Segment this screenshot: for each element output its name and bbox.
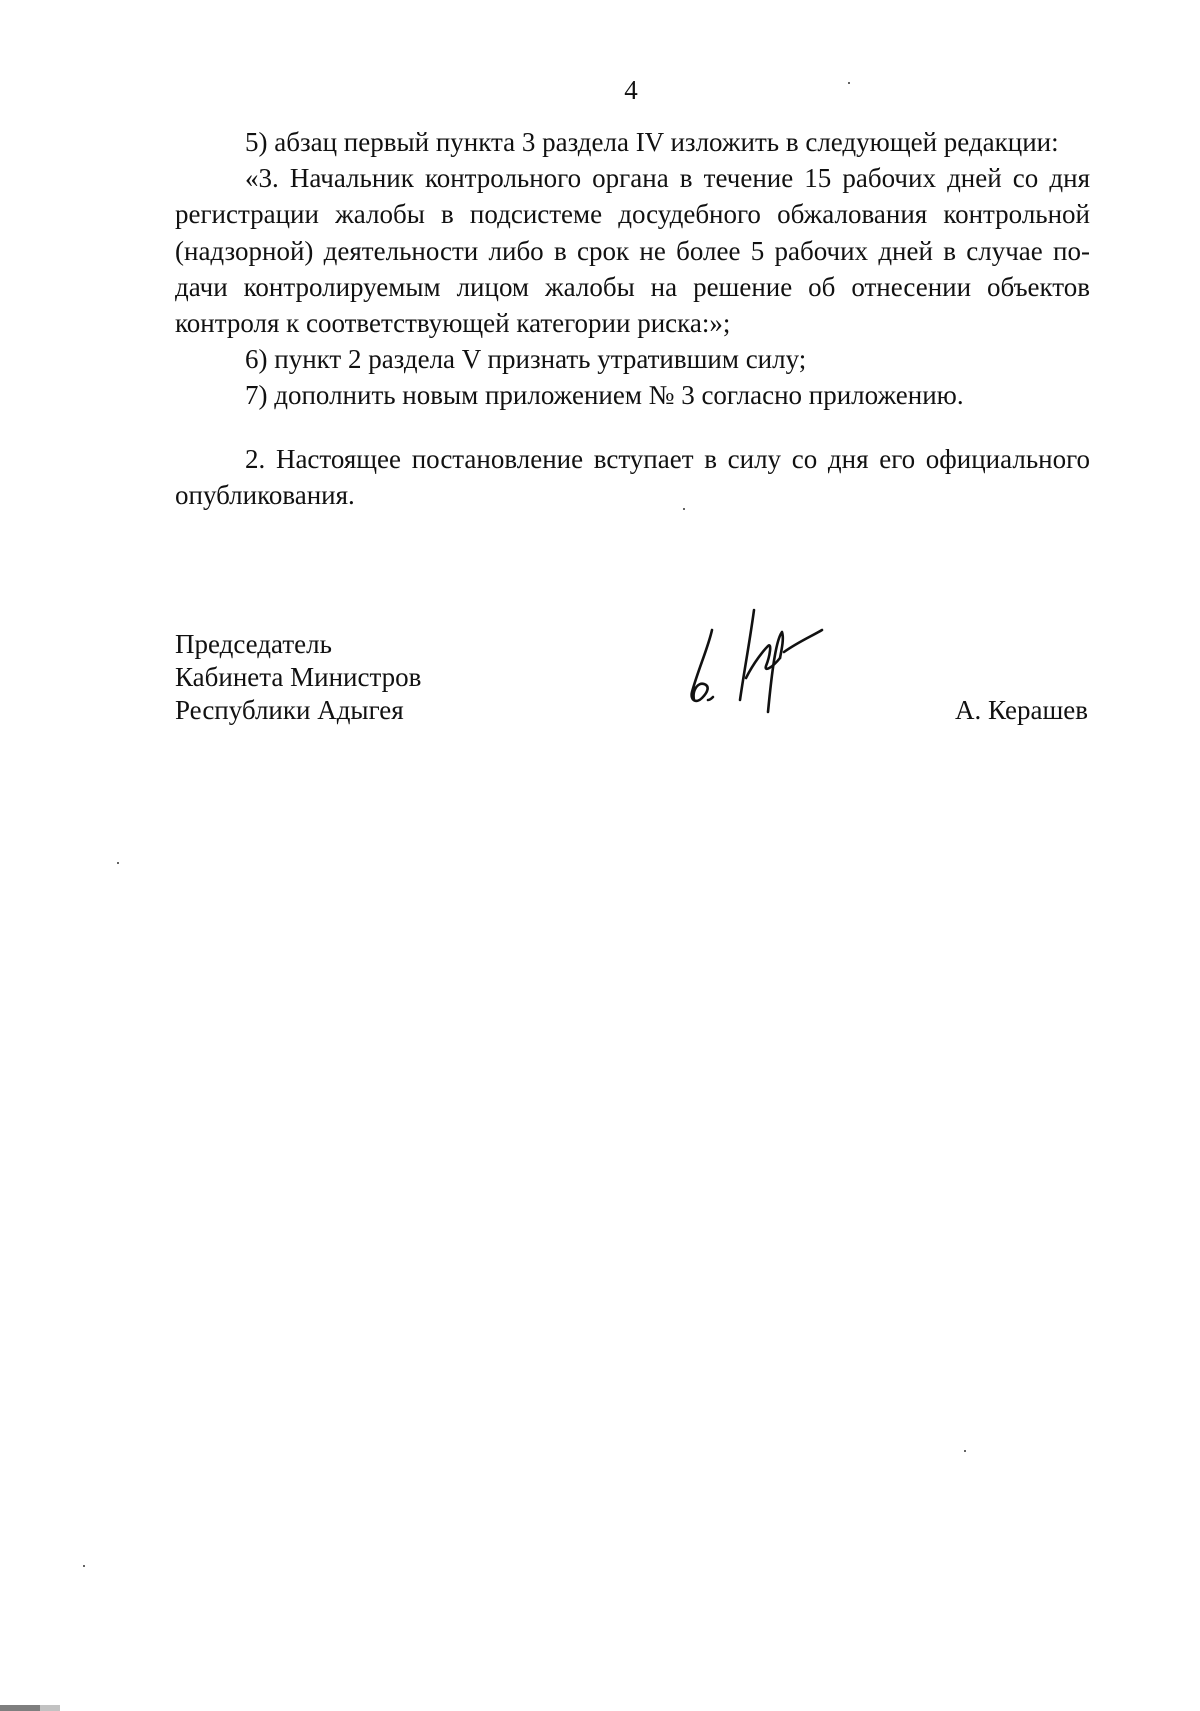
scan-speck: [964, 1450, 966, 1452]
amendment-paragraph-7: 7) дополнить новым приложением № 3 согласно приложению.: [245, 380, 964, 411]
signatory-title-line: Республики Адыгея: [175, 695, 404, 725]
signer-name: А. Керашев: [955, 695, 1088, 725]
page-number: 4: [624, 75, 638, 105]
signatory-title: [175, 628, 421, 727]
signatory-title-line: Председатель: [175, 629, 332, 659]
amendment-quote-paragraph: «3. Начальник контрольного органа в течение 15 рабочих дней со дня регистрации жалобы в подсистеме досудебного обжалования контрольной (надзорной) деятельности либо в срок не более 5 рабочих дней в случае подачи контролируемым лицом жалобы на решение об отнесении объектов контроля к соответствующей категории риска:»;: [175, 163, 1090, 339]
effective-date-paragraph: 2. Настоящее постановление вступает в силу со дня его официального опубликования.: [175, 443, 1090, 510]
scan-speck: [117, 862, 119, 864]
signatory-title-line: Кабинета Министров: [175, 662, 422, 692]
amendment-paragraph-6: 6) пункт 2 раздела V признать утратившим силу;: [245, 344, 807, 375]
document-body: [175, 124, 1090, 513]
scan-speck: [83, 1565, 85, 1567]
handwritten-signature: [672, 600, 842, 722]
scan-speck: [683, 508, 685, 510]
scan-speck: [848, 82, 850, 84]
amendment-paragraph-5: 5) абзац первый пункта 3 раздела IV изложить в следующей редакции:: [245, 127, 1059, 157]
scan-edge-artifact: [0, 1705, 1200, 1711]
